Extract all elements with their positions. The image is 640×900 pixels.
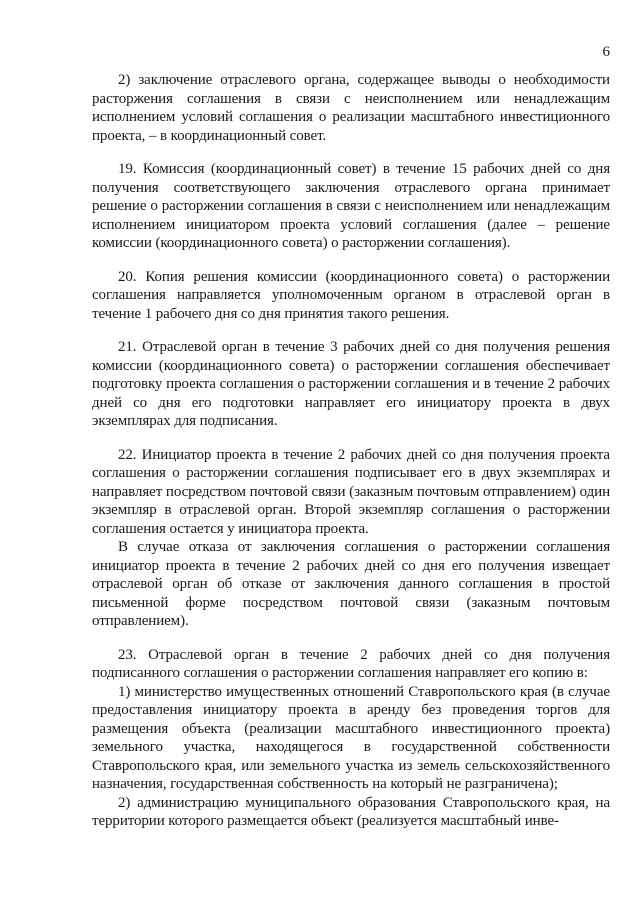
paragraph-22-refusal: В случае отказа от заключения соглашения о расторжении соглашения инициатор проекта в течение 2 рабочих дней со дня его получения извещает отраслевой орган об отказе от заключения данного соглашения в простой письменной форме посредством почтовой связи (заказным почтовым отправлением).: [92, 539, 610, 629]
paragraph-23-item-2: 2) администрацию муниципального образования Ставропольского края, на территории которого размещается объект (реализуется масштабный инве-: [92, 794, 610, 829]
paragraph-22: 22. Инициатор проекта в течение 2 рабочих дней со дня получения проекта соглашения о расторжении соглашения подписывает его в двух экземплярах и направляет посредством почтовой связи (заказным почтовым отправлением) один экземпляр в отраслевой орган. Второй экземпляр соглашения о расторжении соглашения остается у инициатора проекта.: [92, 446, 610, 537]
paragraph-23: 23. Отраслевой орган в течение 2 рабочих дней со дня получения подписанного соглашения о расторжении соглашения направляет его копию в:: [92, 646, 610, 681]
document-body: [92, 71, 610, 831]
paragraph-20: 20. Копия решения комиссии (координационного совета) о расторжении соглашения направляется уполномоченным органом в отраслевой орган в течение 1 рабочего дня со дня принятия такого решения.: [92, 268, 610, 322]
paragraph-23-item-1: 1) министерство имущественных отношений Ставропольского края (в случае предоставления инициатору проекта в аренду без проведения торгов для размещения объекта (реализации масштабного инвестиционного проекта) земельного участка, находящегося в государственной собственности Ставропольского края, или земельного участка из земель сельскохозяйственного назначения, государственная собственность на который не разграничена);: [92, 683, 610, 792]
paragraph-21: 21. Отраслевой орган в течение 3 рабочих дней со дня получения решения комиссии (координационного совета) о расторжении соглашения обеспечивает подготовку проекта соглашения о расторжении соглашения и в течение 2 рабочих дней со дня его подготовки направляет его инициатору проекта в двух экземплярах для подписания.: [92, 339, 610, 429]
paragraph-19: 19. Комиссия (координационный совет) в течение 15 рабочих дней со дня получения соответствующего заключения отраслевого органа принимает решение о расторжении соглашения в связи с неисполнением или ненадлежащим исполнением инициатором проекта условий соглашения (далее – решение комиссии (координационного совета) о расторжении соглашения).: [92, 161, 610, 251]
paragraph-item-2-conclusion: 2) заключение отраслевого органа, содержащее выводы о необходимости расторжения соглашения в связи с неисполнением или ненадлежащим исполнением условий соглашения о реализации масштабного инвестиционного проекта, – в координационный совет.: [92, 72, 610, 144]
page-number: 6: [602, 44, 610, 60]
